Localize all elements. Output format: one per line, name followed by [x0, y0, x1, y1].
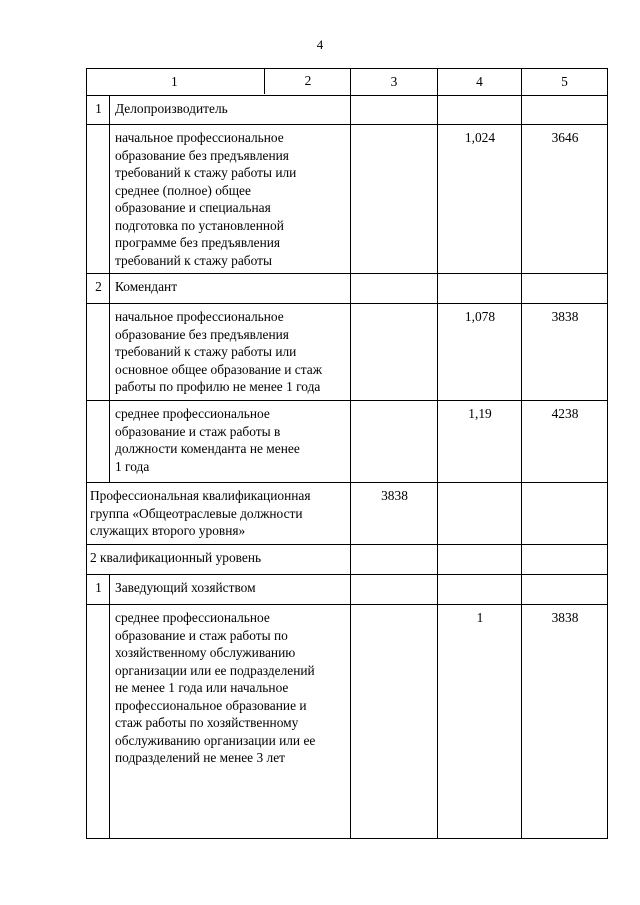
salary: 3838	[522, 304, 608, 401]
header-col-5: 5	[522, 69, 608, 96]
coefficient: 1	[438, 605, 522, 839]
requirements-text: среднее профессиональное образование и стаж работы в должности коменданта не менее 1 года	[110, 401, 351, 483]
table-row	[87, 304, 608, 401]
coefficient: 1,024	[438, 125, 522, 274]
requirements-text: среднее профессиональное образование и стаж работы по хозяйственному обслуживанию организации или ее подразделений не менее 1 года или начальное профессиональное образование и стаж работы по хозяйственному обслуживанию организации или ее подразделений не менее 3 лет	[110, 605, 351, 839]
row-number: 1	[87, 96, 110, 125]
group-title: Профессиональная квалификационная группа «Общеотраслевые должности служащих второго уровня»	[87, 483, 351, 545]
base-salary: 3838	[351, 483, 438, 545]
table-row	[87, 96, 608, 125]
requirements-text: начальное профессиональное образование без предъявления требований к стажу работы или основное общее образование и стаж работы по профилю не менее 1 года	[110, 304, 351, 401]
level-title: 2 квалификационный уровень	[87, 545, 351, 575]
group-row	[87, 483, 608, 545]
header-col-3: 3	[351, 69, 438, 96]
position-title: Заведующий хозяйством	[110, 575, 351, 605]
row-number: 2	[87, 274, 110, 304]
table-row	[87, 125, 608, 274]
position-title: Делопроизводитель	[110, 96, 351, 125]
salary: 4238	[522, 401, 608, 483]
header-col-1: 1	[87, 69, 351, 96]
position-title: Комендант	[110, 274, 351, 304]
row-number: 1	[87, 575, 110, 605]
table-row	[87, 401, 608, 483]
coefficient: 1,19	[438, 401, 522, 483]
coefficient: 1,078	[438, 304, 522, 401]
salary: 3838	[522, 605, 608, 839]
qualification-table	[86, 68, 608, 839]
table-row	[87, 575, 608, 605]
page-number: 4	[316, 37, 324, 52]
header-col-2-cell: 2	[264, 68, 351, 94]
header-col-4: 4	[438, 69, 522, 96]
salary: 3646	[522, 125, 608, 274]
level-row	[87, 545, 608, 575]
table-row	[87, 274, 608, 304]
table-row	[87, 605, 608, 839]
requirements-text: начальное профессиональное образование без предъявления требований к стажу работы или среднее (полное) общее образование и специальная подготовка по установленной программе без предъявления требований к стажу работы	[110, 125, 351, 274]
